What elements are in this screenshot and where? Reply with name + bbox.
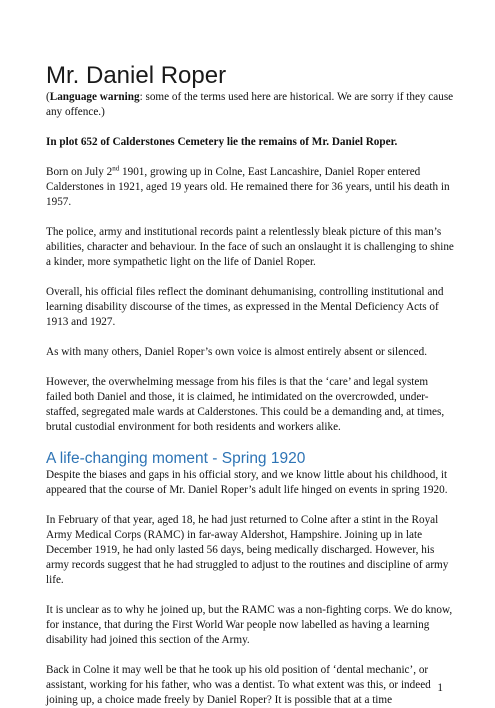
birth-text-start: Born on July 2	[46, 166, 113, 178]
body-paragraph: The police, army and institutional records paint a relentlessly bleak picture of this man’s abilities, character and behaviour. In the face of such an onslaught it is challenging to shine a kinder, more sympathetic light on the life of Daniel Roper.	[46, 226, 454, 268]
body-paragraph: Overall, his official files reflect the dominant dehumanising, controlling institutional and learning disability discourse of the times, as expressed in the Mental Deficiency Acts of 1913 and 1927.	[46, 286, 444, 328]
page-number: 1	[437, 682, 443, 694]
page-title: Mr. Daniel Roper	[46, 62, 227, 89]
language-warning	[46, 90, 456, 120]
section-paragraph: It is unclear as to why he joined up, but the RAMC was a non-fighting corps. We do know, for instance, that during the First World War people now labelled as having a learning disability had joined this section of the Army.	[46, 604, 453, 646]
warning-open-paren: (	[46, 91, 50, 103]
birth-ordinal: nd	[112, 164, 120, 173]
warning-text: : some of the terms used here are historical. We are sorry if they cause any offence.)	[46, 91, 454, 118]
warning-label: Language warning	[49, 91, 140, 103]
section-heading: A life-changing moment - Spring 1920	[46, 450, 306, 467]
section-paragraph: Back in Colne it may well be that he took up his old position of ‘dental mechanic’, or assistant, working for his father, who was a dentist. To what extent was this, or indeed joining up, a choice made freely by Daniel Roper? It is possible that at a time	[46, 664, 431, 706]
body-paragraph: As with many others, Daniel Roper’s own voice is almost entirely absent or silenced.	[46, 346, 428, 358]
birth-paragraph	[46, 165, 456, 210]
body-paragraph: However, the overwhelming message from his files is that the ‘care’ and legal system failed both Daniel and those, it is claimed, he intimidated on the overcrowded, under-staffed, segregated male wards at Calderstones. This could be a demanding and, at times, brutal custodial environment for both residents and workers alike.	[46, 376, 445, 433]
section-paragraph: Despite the biases and gaps in his official story, and we know little about his childhood, it appeared that the course of Mr. Daniel Roper’s adult life hinged on events in spring 1920.	[46, 469, 448, 496]
birth-text-rest: 1901, growing up in Colne, East Lancashire, Daniel Roper entered Calderstones in 1921, aged 19 years old. He remained there for 36 years, until his death in 1957.	[46, 166, 450, 208]
section-paragraph: In February of that year, aged 18, he had just returned to Colne after a stint in the Royal Army Medical Corps (RAMC) in far-away Aldershot, Hampshire. Joining up in late December 1919, he had only lasted 56 days, being medically discharged. However, his army records suggest that he had struggled to adjust to the routines and discipline of army life.	[46, 514, 449, 586]
document-page	[46, 62, 456, 708]
intro-paragraph: In plot 652 of Calderstones Cemetery lie the remains of Mr. Daniel Roper.	[46, 136, 398, 148]
